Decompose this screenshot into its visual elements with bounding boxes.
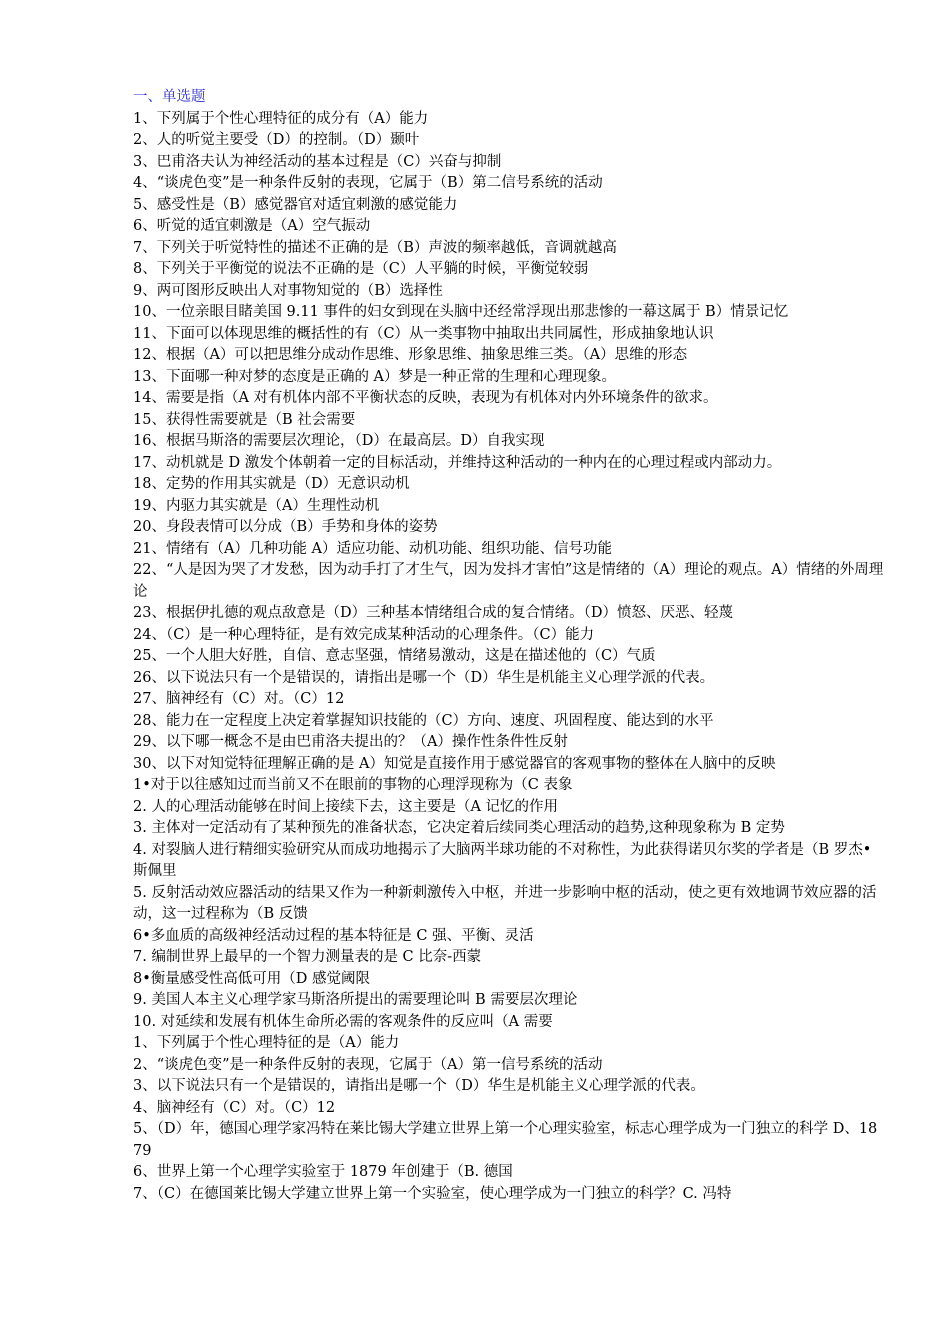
question-line: 6•多血质的高级神经活动过程的基本特征是 C 强、平衡、灵活 bbox=[133, 927, 534, 944]
question-line: 5、（D）年，德国心理学家冯特在莱比锡大学建立世界上第一个心理实验室，标志心理学成为一门独立的科学 D、1879 bbox=[133, 1121, 878, 1159]
question-line: 16、根据马斯洛的需要层次理论，（D）在最高层。D）自我实现 bbox=[133, 433, 545, 449]
question-line: 1•对于以往感知过而当前又不在眼前的事物的心理浮现称为（C 表象 bbox=[133, 777, 573, 793]
question-line: 24、（C）是一种心理特征，是有效完成某种活动的心理条件。（C）能力 bbox=[133, 626, 595, 643]
document-page bbox=[133, 87, 885, 1205]
question-line: 28、能力在一定程度上决定着掌握知识技能的（C）方向、速度、巩固程度、能达到的水平 bbox=[133, 712, 714, 729]
question-line: 7、（C）在德国莱比锡大学建立世界上第一个实验室，使心理学成为一门独立的科学？C. 冯特 bbox=[133, 1185, 732, 1202]
question-line: 4、脑神经有（C）对。（C）12 bbox=[133, 1099, 336, 1116]
question-line: 25、一个人胆大好胜，自信、意志坚强，情绪易激动，这是在描述他的（C）气质 bbox=[133, 648, 656, 664]
question-line: 3、以下说法只有一个是错误的，请指出是哪一个（D）华生是机能主义心理学派的代表。 bbox=[133, 1078, 705, 1094]
question-line: 4、“谈虎色变”是一种条件反射的表现，它属于（B）第二信号系统的活动 bbox=[133, 175, 603, 191]
question-line: 8•衡量感受性高低可用（D 感觉阈限 bbox=[133, 970, 371, 987]
question-line: 23、根据伊扎德的观点敌意是（D）三种基本情绪组合成的复合情绪。（D）愤怒、厌恶、轻蔑 bbox=[133, 605, 733, 621]
question-line: 12、根据（A）可以把思维分成动作思维、形象思维、抽象思维三类。（A）思维的形态 bbox=[133, 347, 688, 363]
question-line: 9. 美国人本主义心理学家马斯洛所提出的需要理论叫 B 需要层次理论 bbox=[133, 992, 578, 1008]
question-line: 18、定势的作用其实就是（D）无意识动机 bbox=[133, 476, 410, 492]
question-line: 30、以下对知觉特征理解正确的是 A）知觉是直接作用于感觉器官的客观事物的整体在人脑中的反映 bbox=[133, 755, 776, 772]
question-line: 1、下列属于个性心理特征的成分有（A）能力 bbox=[133, 110, 429, 127]
question-line: 29、以下哪一概念不是由巴甫洛夫提出的？（A）操作性条件性反射 bbox=[133, 734, 568, 750]
question-line: 17、动机就是 D 激发个体朝着一定的目标活动，并维持这种活动的一种内在的心理过程或内部动力。 bbox=[133, 454, 782, 471]
question-line: 3、巴甫洛夫认为神经活动的基本过程是（C）兴奋与抑制 bbox=[133, 153, 502, 170]
section-title: 一、单选题 bbox=[133, 89, 206, 105]
question-list bbox=[133, 109, 885, 1206]
question-line: 8、下列关于平衡觉的说法不正确的是（C）人平躺的时候，平衡觉较弱 bbox=[133, 261, 589, 277]
question-line: 21、情绪有（A）几种功能 A）适应功能、动机功能、组织功能、信号功能 bbox=[133, 540, 612, 557]
question-line: 20、身段表情可以分成（B）手势和身体的姿势 bbox=[133, 519, 438, 535]
question-line: 5、感受性是（B）感觉器官对适宜刺激的感觉能力 bbox=[133, 196, 458, 213]
question-line: 6、听觉的适宜刺激是（A）空气振动 bbox=[133, 218, 371, 234]
question-line: 9、两可图形反映出人对事物知觉的（B）选择性 bbox=[133, 282, 443, 299]
question-line: 10. 对延续和发展有机体生命所必需的客观条件的反应叫（A 需要 bbox=[133, 1013, 553, 1030]
question-line: 2、“谈虎色变”是一种条件反射的表现，它属于（A）第一信号系统的活动 bbox=[133, 1056, 603, 1073]
question-line: 4. 对裂脑人进行精细实验研究从而成功地揭示了大脑两半球功能的不对称性，为此获得诺贝尔奖的学者是（B 罗杰•斯佩里 bbox=[133, 841, 872, 879]
question-line: 1、下列属于个性心理特征的是（A）能力 bbox=[133, 1035, 400, 1051]
question-line: 2. 人的心理活动能够在时间上接续下去，这主要是（A 记忆的作用 bbox=[133, 798, 559, 815]
question-line: 3. 主体对一定活动有了某种预先的准备状态，它决定着后续同类心理活动的趋势,这种现象称为 B 定势 bbox=[133, 820, 785, 836]
question-line: 14、需要是指（A 对有机体内部不平衡状态的反映，表现为有机体对内外环境条件的欲求。 bbox=[133, 390, 718, 406]
question-line: 19、内驱力其实就是（A）生理性动机 bbox=[133, 497, 380, 514]
question-line: 26、以下说法只有一个是错误的，请指出是哪一个（D）华生是机能主义心理学派的代表。 bbox=[133, 669, 715, 686]
question-line: 11、下面可以体现思维的概括性的有（C）从一类事物中抽取出共同属性，形成抽象地认识 bbox=[133, 325, 714, 342]
question-line: 10、一位亲眼目睹美国 9.11 事件的妇女到现在头脑中还经常浮现出那悲惨的一幕这属于 B）情景记忆 bbox=[133, 304, 789, 320]
question-line: 6、世界上第一个心理学实验室于 1879 年创建于（B. 德国 bbox=[133, 1164, 513, 1180]
question-line: 2、人的听觉主要受（D）的控制。（D）颞叶 bbox=[133, 132, 420, 148]
question-line: 22、“人是因为哭了才发愁，因为动手打了才生气，因为发抖才害怕”这是情绪的（A）理论的观点。A）情绪的外周理论 bbox=[133, 562, 884, 600]
question-line: 7. 编制世界上最早的一个智力测量表的是 C 比奈-西蒙 bbox=[133, 949, 482, 965]
question-line: 13、下面哪一种对梦的态度是正确的 A）梦是一种正常的生理和心理现象。 bbox=[133, 368, 617, 385]
question-line: 5. 反射活动效应器活动的结果又作为一种新刺激传入中枢，并进一步影响中枢的活动，使之更有效地调节效应器的活动，这一过程称为（B 反馈 bbox=[133, 884, 877, 922]
question-line: 7、下列关于听觉特性的描述不正确的是（B）声波的频率越低，音调就越高 bbox=[133, 239, 617, 256]
question-line: 15、获得性需要就是（B 社会需要 bbox=[133, 411, 356, 428]
question-line: 27、脑神经有（C）对。（C）12 bbox=[133, 691, 345, 707]
